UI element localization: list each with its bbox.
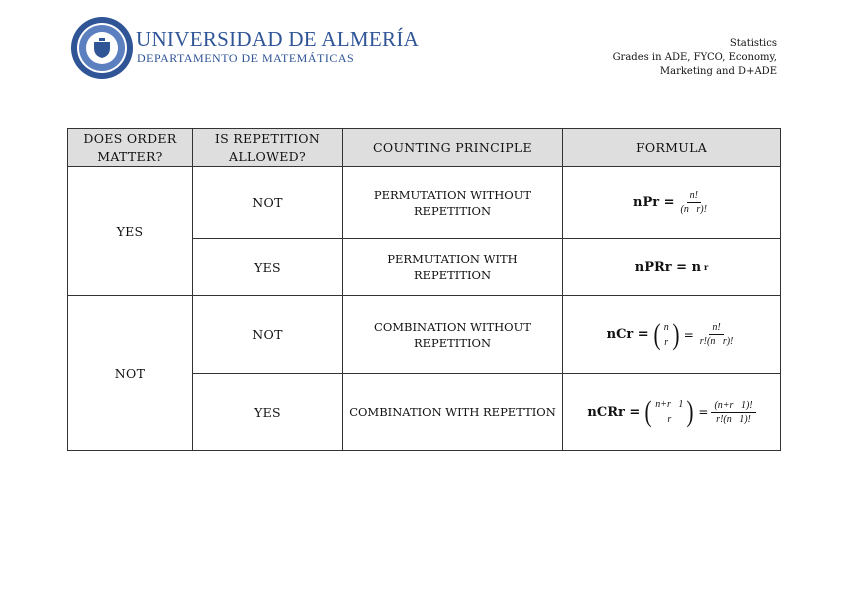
course-line: Statistics (729, 38, 777, 49)
fraction-denominator: r!(n r)! (699, 336, 734, 347)
header-principle: COUNTING PRINCIPLE (343, 129, 563, 167)
header-formula: FORMULA (563, 129, 781, 167)
course-info (613, 37, 777, 79)
repetition-cell: YES (193, 374, 343, 451)
equals-sign: = (698, 405, 709, 419)
binom-bottom: r (667, 414, 672, 425)
formula-cell (563, 296, 781, 374)
fraction-denominator: (n r)! (680, 204, 707, 215)
formula-cell (563, 374, 781, 451)
counting-principles-table (67, 128, 781, 451)
university-seal-logo (70, 16, 134, 80)
binom-top: n+r 1 (655, 399, 684, 410)
binom-bottom: r (664, 336, 669, 348)
principle-cell: COMBINATION WITH REPETTION (343, 374, 563, 451)
fraction-numerator: (n+r 1)! (711, 400, 755, 413)
course-line: Marketing and D+ADE (659, 66, 777, 77)
formula-exponent: r (704, 262, 709, 272)
repetition-cell: YES (193, 239, 343, 296)
formula-cell (563, 239, 781, 296)
department-name: DEPARTAMENTO DE MATEMÁTICAS (137, 51, 355, 65)
repetition-cell: NOT (193, 167, 343, 239)
header-repetition: IS REPETITION ALLOWED? (193, 129, 343, 167)
table-row (68, 167, 781, 239)
formula-lhs: nPRr = n (634, 259, 702, 275)
fraction-numerator: n! (687, 190, 701, 203)
binomial-coefficient: ( n r ) (653, 317, 680, 351)
binom-top: n (663, 321, 669, 333)
principle-cell: COMBINATION WITHOUT REPETITION (343, 296, 563, 374)
fraction-numerator: n! (709, 322, 723, 335)
formula-lhs: nCr = (606, 327, 649, 342)
formula-lhs: nCRr = (587, 404, 641, 420)
principle-cell: PERMUTATION WITH REPETITION (343, 239, 563, 296)
binomial-coefficient: ( n+r 1 r ) (644, 395, 694, 428)
equals-sign: = (683, 327, 694, 342)
table-row (68, 296, 781, 374)
formula-fraction (697, 322, 737, 347)
order-cell: NOT (68, 296, 193, 451)
university-name: UNIVERSIDAD DE ALMERÍA (136, 27, 420, 51)
formula-lhs: nPr = (633, 195, 675, 210)
repetition-cell: NOT (193, 296, 343, 374)
order-cell: YES (68, 167, 193, 296)
course-line: Grades in ADE, FYCO, Economy, (612, 52, 777, 63)
fraction-denominator: r!(n 1)! (716, 413, 751, 425)
formula-fraction (711, 400, 755, 425)
formula-cell (563, 167, 781, 239)
formula-fraction (678, 190, 710, 215)
principle-cell: PERMUTATION WITHOUT REPETITION (343, 167, 563, 239)
header-order: DOES ORDER MATTER? (68, 129, 193, 167)
